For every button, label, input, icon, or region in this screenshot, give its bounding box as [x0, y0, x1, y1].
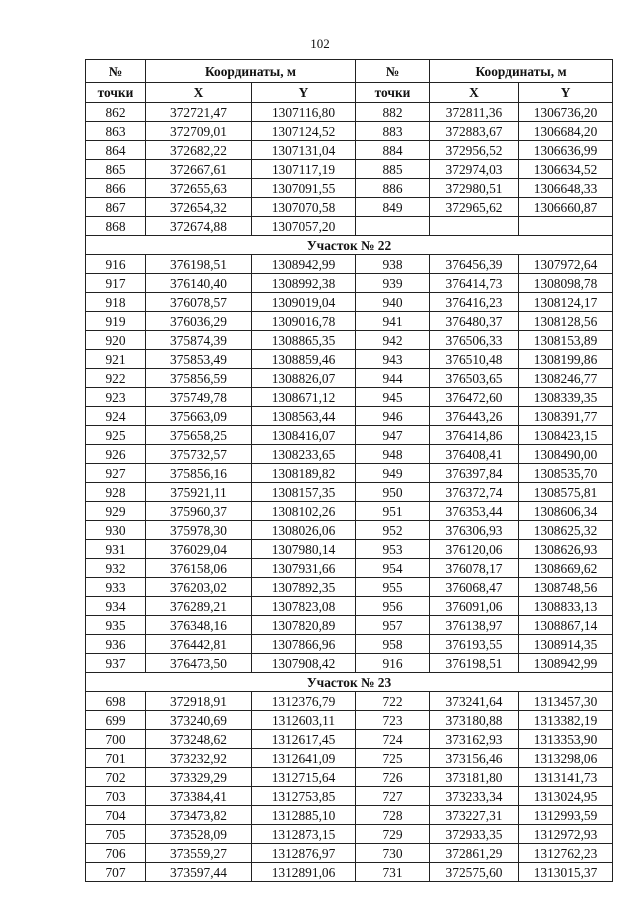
table-row [86, 388, 613, 407]
point-number-right: 728 [356, 806, 430, 825]
y-coordinate-right: 1308942,99 [519, 654, 613, 673]
x-coordinate-left: 376198,51 [146, 255, 252, 274]
x-coordinate-left: 376158,06 [146, 559, 252, 578]
section-title: Участок № 22 [86, 236, 613, 255]
y-coordinate-right: 1313141,73 [519, 768, 613, 787]
x-coordinate-left: 373248,62 [146, 730, 252, 749]
y-coordinate-left: 1308865,35 [252, 331, 356, 350]
y-coordinate-left: 1308416,07 [252, 426, 356, 445]
y-coordinate-left: 1307091,55 [252, 179, 356, 198]
x-coordinate-left: 372674,88 [146, 217, 252, 236]
y-coordinate-left: 1307057,20 [252, 217, 356, 236]
y-coordinate-left: 1312715,64 [252, 768, 356, 787]
x-coordinate-right: 372980,51 [430, 179, 519, 198]
table-row [86, 179, 613, 198]
table-row [86, 502, 613, 521]
point-number-left: 919 [86, 312, 146, 331]
y-coordinate-left: 1308563,44 [252, 407, 356, 426]
point-number-right: 723 [356, 711, 430, 730]
table-row [86, 407, 613, 426]
point-number-left: 931 [86, 540, 146, 559]
x-coordinate-right: 376372,74 [430, 483, 519, 502]
x-coordinate-right: 376068,47 [430, 578, 519, 597]
table-row [86, 521, 613, 540]
x-coordinate-right: 373162,93 [430, 730, 519, 749]
point-number-right: 949 [356, 464, 430, 483]
point-number-left: 918 [86, 293, 146, 312]
table-row [86, 559, 613, 578]
y-coordinate-left: 1308671,12 [252, 388, 356, 407]
y-coordinate-left: 1312885,10 [252, 806, 356, 825]
point-number-right: 945 [356, 388, 430, 407]
x-coordinate-right: 372861,29 [430, 844, 519, 863]
x-coordinate-left: 373473,82 [146, 806, 252, 825]
y-coordinate-right: 1313353,90 [519, 730, 613, 749]
coords-header-right: Координаты, м [430, 60, 613, 83]
x-coordinate-right: 376078,17 [430, 559, 519, 578]
x-coordinate-right: 373227,31 [430, 806, 519, 825]
x-coordinate-right: 373233,34 [430, 787, 519, 806]
table-row [86, 369, 613, 388]
table-row [86, 863, 613, 882]
point-number-left: 935 [86, 616, 146, 635]
section-title-row [86, 673, 613, 692]
point-number-left: 933 [86, 578, 146, 597]
point-number-left: 928 [86, 483, 146, 502]
point-number-left: 865 [86, 160, 146, 179]
point-number-right: 958 [356, 635, 430, 654]
table-row [86, 141, 613, 160]
x-coordinate-right: 376506,33 [430, 331, 519, 350]
x-coordinate-right: 376480,37 [430, 312, 519, 331]
x-coordinate-right: 372883,67 [430, 122, 519, 141]
x-coordinate-left: 376289,21 [146, 597, 252, 616]
x-coordinate-left: 376473,50 [146, 654, 252, 673]
table-row [86, 464, 613, 483]
table-row [86, 274, 613, 293]
point-number-left: 934 [86, 597, 146, 616]
x-coordinate-right: 376443,26 [430, 407, 519, 426]
x-coordinate-left: 373240,69 [146, 711, 252, 730]
x-coordinate-left: 375658,25 [146, 426, 252, 445]
table-row [86, 483, 613, 502]
col-no-left: № [86, 60, 146, 83]
point-number-left: 929 [86, 502, 146, 521]
table-row [86, 654, 613, 673]
y-coordinate-left: 1307866,96 [252, 635, 356, 654]
point-number-left: 707 [86, 863, 146, 882]
point-number-right: 947 [356, 426, 430, 445]
table-row [86, 578, 613, 597]
y-coordinate-right: 1308098,78 [519, 274, 613, 293]
y-coordinate-left: 1312617,45 [252, 730, 356, 749]
table-row [86, 293, 613, 312]
point-number-right: 940 [356, 293, 430, 312]
point-number-right: 954 [356, 559, 430, 578]
y-coordinate-right: 1306648,33 [519, 179, 613, 198]
point-number-right [356, 217, 430, 236]
y-coordinate-right: 1306636,99 [519, 141, 613, 160]
y-coordinate-left: 1307124,52 [252, 122, 356, 141]
point-number-left: 926 [86, 445, 146, 464]
y-coordinate-right: 1308914,35 [519, 635, 613, 654]
point-number-right: 885 [356, 160, 430, 179]
x-coordinate-right: 376503,65 [430, 369, 519, 388]
point-number-left: 917 [86, 274, 146, 293]
x-coordinate-left: 372721,47 [146, 103, 252, 122]
x-coordinate-right: 376306,93 [430, 521, 519, 540]
point-number-right: 943 [356, 350, 430, 369]
y-coordinate-left: 1308233,65 [252, 445, 356, 464]
point-number-left: 862 [86, 103, 146, 122]
x-coordinate-left: 373559,27 [146, 844, 252, 863]
y-coordinate-left: 1307980,14 [252, 540, 356, 559]
y-coordinate-right: 1313457,30 [519, 692, 613, 711]
x-coordinate-right: 376091,06 [430, 597, 519, 616]
x-coordinate-left: 375856,16 [146, 464, 252, 483]
x-coordinate-left: 375921,11 [146, 483, 252, 502]
point-number-left: 867 [86, 198, 146, 217]
x-coordinate-right: 372575,60 [430, 863, 519, 882]
x-coordinate-right: 372965,62 [430, 198, 519, 217]
x-coordinate-left: 373384,41 [146, 787, 252, 806]
point-number-right: 948 [356, 445, 430, 464]
y-coordinate-right: 1308669,62 [519, 559, 613, 578]
point-number-left: 927 [86, 464, 146, 483]
point-number-left: 706 [86, 844, 146, 863]
point-number-right: 957 [356, 616, 430, 635]
x-coordinate-left: 375749,78 [146, 388, 252, 407]
table-row [86, 616, 613, 635]
x-coordinate-right: 376414,73 [430, 274, 519, 293]
table-row [86, 768, 613, 787]
y-coordinate-right: 1308575,81 [519, 483, 613, 502]
x-coordinate-right [430, 217, 519, 236]
point-number-right: 941 [356, 312, 430, 331]
point-number-left: 699 [86, 711, 146, 730]
point-number-left: 701 [86, 749, 146, 768]
table-row [86, 122, 613, 141]
point-number-right: 956 [356, 597, 430, 616]
point-number-left: 921 [86, 350, 146, 369]
point-number-right: 849 [356, 198, 430, 217]
x-coordinate-right: 373180,88 [430, 711, 519, 730]
y-coordinate-right: 1308423,15 [519, 426, 613, 445]
point-number-left: 868 [86, 217, 146, 236]
header-row-top [86, 60, 613, 83]
section-title: Участок № 23 [86, 673, 613, 692]
table-row [86, 255, 613, 274]
table-row [86, 217, 613, 236]
col-y-left: Y [252, 83, 356, 103]
y-coordinate-right: 1313015,37 [519, 863, 613, 882]
point-number-right: 950 [356, 483, 430, 502]
point-number-left: 866 [86, 179, 146, 198]
table-row [86, 825, 613, 844]
y-coordinate-right: 1312993,59 [519, 806, 613, 825]
x-coordinate-left: 375732,57 [146, 445, 252, 464]
y-coordinate-left: 1308942,99 [252, 255, 356, 274]
y-coordinate-right: 1307972,64 [519, 255, 613, 274]
point-number-left: 702 [86, 768, 146, 787]
y-coordinate-right: 1308625,32 [519, 521, 613, 540]
y-coordinate-left: 1307823,08 [252, 597, 356, 616]
point-number-right: 942 [356, 331, 430, 350]
x-coordinate-right: 376414,86 [430, 426, 519, 445]
point-number-left: 698 [86, 692, 146, 711]
point-number-right: 730 [356, 844, 430, 863]
point-number-left: 923 [86, 388, 146, 407]
table-row [86, 806, 613, 825]
x-coordinate-right: 372974,03 [430, 160, 519, 179]
point-number-left: 932 [86, 559, 146, 578]
table-row [86, 312, 613, 331]
point-number-right: 951 [356, 502, 430, 521]
table-row [86, 730, 613, 749]
y-coordinate-left: 1307908,42 [252, 654, 356, 673]
col-point-left: точки [86, 83, 146, 103]
y-coordinate-left: 1308826,07 [252, 369, 356, 388]
y-coordinate-left: 1312376,79 [252, 692, 356, 711]
x-coordinate-right: 372933,35 [430, 825, 519, 844]
section-title-row [86, 236, 613, 255]
x-coordinate-left: 372682,22 [146, 141, 252, 160]
x-coordinate-right: 376138,97 [430, 616, 519, 635]
table-row [86, 844, 613, 863]
x-coordinate-right: 376353,44 [430, 502, 519, 521]
y-coordinate-right: 1308391,77 [519, 407, 613, 426]
y-coordinate-right: 1308606,34 [519, 502, 613, 521]
table-row [86, 692, 613, 711]
point-number-right: 883 [356, 122, 430, 141]
point-number-right: 729 [356, 825, 430, 844]
point-number-right: 882 [356, 103, 430, 122]
y-coordinate-left: 1308102,26 [252, 502, 356, 521]
x-coordinate-right: 376193,55 [430, 635, 519, 654]
col-no-right: № [356, 60, 430, 83]
y-coordinate-left: 1312753,85 [252, 787, 356, 806]
x-coordinate-right: 376510,48 [430, 350, 519, 369]
x-coordinate-left: 372709,01 [146, 122, 252, 141]
x-coordinate-left: 373528,09 [146, 825, 252, 844]
point-number-left: 863 [86, 122, 146, 141]
col-y-right: Y [519, 83, 613, 103]
y-coordinate-left: 1307116,80 [252, 103, 356, 122]
y-coordinate-left: 1308157,35 [252, 483, 356, 502]
page-number: 102 [310, 36, 330, 51]
point-number-right: 944 [356, 369, 430, 388]
x-coordinate-right: 376397,84 [430, 464, 519, 483]
x-coordinate-left: 376029,04 [146, 540, 252, 559]
table-row [86, 635, 613, 654]
table-body [86, 103, 613, 882]
point-number-left: 936 [86, 635, 146, 654]
point-number-right: 938 [356, 255, 430, 274]
x-coordinate-right: 373156,46 [430, 749, 519, 768]
x-coordinate-right: 376120,06 [430, 540, 519, 559]
point-number-left: 704 [86, 806, 146, 825]
col-point-right: точки [356, 83, 430, 103]
y-coordinate-left: 1309016,78 [252, 312, 356, 331]
point-number-right: 916 [356, 654, 430, 673]
x-coordinate-left: 375978,30 [146, 521, 252, 540]
x-coordinate-left: 373329,29 [146, 768, 252, 787]
table-row [86, 331, 613, 350]
y-coordinate-right [519, 217, 613, 236]
point-number-left: 930 [86, 521, 146, 540]
y-coordinate-right: 1308339,35 [519, 388, 613, 407]
point-number-left: 937 [86, 654, 146, 673]
coordinates-table [85, 59, 613, 882]
y-coordinate-right: 1308128,56 [519, 312, 613, 331]
point-number-left: 864 [86, 141, 146, 160]
x-coordinate-left: 375853,49 [146, 350, 252, 369]
table-row [86, 540, 613, 559]
col-x-left: X [146, 83, 252, 103]
table-row [86, 198, 613, 217]
y-coordinate-right: 1306684,20 [519, 122, 613, 141]
y-coordinate-right: 1308153,89 [519, 331, 613, 350]
x-coordinate-left: 373232,92 [146, 749, 252, 768]
x-coordinate-left: 375960,37 [146, 502, 252, 521]
x-coordinate-right: 372811,36 [430, 103, 519, 122]
table-row [86, 445, 613, 464]
x-coordinate-left: 375663,09 [146, 407, 252, 426]
x-coordinate-left: 372655,63 [146, 179, 252, 198]
y-coordinate-right: 1313024,95 [519, 787, 613, 806]
y-coordinate-right: 1308867,14 [519, 616, 613, 635]
point-number-left: 925 [86, 426, 146, 445]
y-coordinate-left: 1308992,38 [252, 274, 356, 293]
x-coordinate-left: 372654,32 [146, 198, 252, 217]
y-coordinate-right: 1308490,00 [519, 445, 613, 464]
x-coordinate-left: 373597,44 [146, 863, 252, 882]
y-coordinate-left: 1312873,15 [252, 825, 356, 844]
point-number-right: 722 [356, 692, 430, 711]
x-coordinate-left: 376140,40 [146, 274, 252, 293]
x-coordinate-left: 372667,61 [146, 160, 252, 179]
x-coordinate-left: 376442,81 [146, 635, 252, 654]
col-x-right: X [430, 83, 519, 103]
y-coordinate-right: 1312762,23 [519, 844, 613, 863]
point-number-left: 924 [86, 407, 146, 426]
x-coordinate-right: 376456,39 [430, 255, 519, 274]
table-row [86, 103, 613, 122]
point-number-left: 700 [86, 730, 146, 749]
y-coordinate-left: 1307117,19 [252, 160, 356, 179]
y-coordinate-right: 1306634,52 [519, 160, 613, 179]
x-coordinate-right: 376198,51 [430, 654, 519, 673]
point-number-right: 724 [356, 730, 430, 749]
table-row [86, 711, 613, 730]
table-row [86, 160, 613, 179]
y-coordinate-right: 1308748,56 [519, 578, 613, 597]
table-row [86, 787, 613, 806]
x-coordinate-right: 376408,41 [430, 445, 519, 464]
point-number-right: 952 [356, 521, 430, 540]
y-coordinate-left: 1308189,82 [252, 464, 356, 483]
point-number-left: 705 [86, 825, 146, 844]
point-number-right: 725 [356, 749, 430, 768]
y-coordinate-right: 1306736,20 [519, 103, 613, 122]
y-coordinate-left: 1312891,06 [252, 863, 356, 882]
table-row [86, 350, 613, 369]
point-number-right: 955 [356, 578, 430, 597]
point-number-right: 726 [356, 768, 430, 787]
x-coordinate-right: 373241,64 [430, 692, 519, 711]
point-number-right: 886 [356, 179, 430, 198]
x-coordinate-right: 376416,23 [430, 293, 519, 312]
header-row-bottom [86, 83, 613, 103]
coords-header-left: Координаты, м [146, 60, 356, 83]
point-number-right: 884 [356, 141, 430, 160]
y-coordinate-right: 1313382,19 [519, 711, 613, 730]
point-number-left: 922 [86, 369, 146, 388]
y-coordinate-left: 1312876,97 [252, 844, 356, 863]
y-coordinate-right: 1308246,77 [519, 369, 613, 388]
point-number-right: 939 [356, 274, 430, 293]
point-number-left: 703 [86, 787, 146, 806]
point-number-right: 731 [356, 863, 430, 882]
table-row [86, 749, 613, 768]
x-coordinate-left: 376203,02 [146, 578, 252, 597]
point-number-right: 946 [356, 407, 430, 426]
y-coordinate-right: 1308626,93 [519, 540, 613, 559]
y-coordinate-right: 1308833,13 [519, 597, 613, 616]
point-number-left: 916 [86, 255, 146, 274]
y-coordinate-right: 1312972,93 [519, 825, 613, 844]
x-coordinate-left: 372918,91 [146, 692, 252, 711]
y-coordinate-right: 1308199,86 [519, 350, 613, 369]
y-coordinate-left: 1307131,04 [252, 141, 356, 160]
x-coordinate-left: 376348,16 [146, 616, 252, 635]
x-coordinate-right: 373181,80 [430, 768, 519, 787]
y-coordinate-left: 1308026,06 [252, 521, 356, 540]
point-number-right: 727 [356, 787, 430, 806]
y-coordinate-left: 1307931,66 [252, 559, 356, 578]
y-coordinate-left: 1309019,04 [252, 293, 356, 312]
point-number-right: 953 [356, 540, 430, 559]
y-coordinate-left: 1307892,35 [252, 578, 356, 597]
y-coordinate-right: 1306660,87 [519, 198, 613, 217]
y-coordinate-left: 1312603,11 [252, 711, 356, 730]
y-coordinate-left: 1312641,09 [252, 749, 356, 768]
x-coordinate-left: 375856,59 [146, 369, 252, 388]
x-coordinate-left: 376036,29 [146, 312, 252, 331]
table-row [86, 597, 613, 616]
x-coordinate-right: 376472,60 [430, 388, 519, 407]
y-coordinate-right: 1308535,70 [519, 464, 613, 483]
table-row [86, 426, 613, 445]
y-coordinate-left: 1307820,89 [252, 616, 356, 635]
x-coordinate-right: 372956,52 [430, 141, 519, 160]
point-number-left: 920 [86, 331, 146, 350]
y-coordinate-left: 1307070,58 [252, 198, 356, 217]
x-coordinate-left: 376078,57 [146, 293, 252, 312]
x-coordinate-left: 375874,39 [146, 331, 252, 350]
y-coordinate-right: 1308124,17 [519, 293, 613, 312]
y-coordinate-left: 1308859,46 [252, 350, 356, 369]
y-coordinate-right: 1313298,06 [519, 749, 613, 768]
